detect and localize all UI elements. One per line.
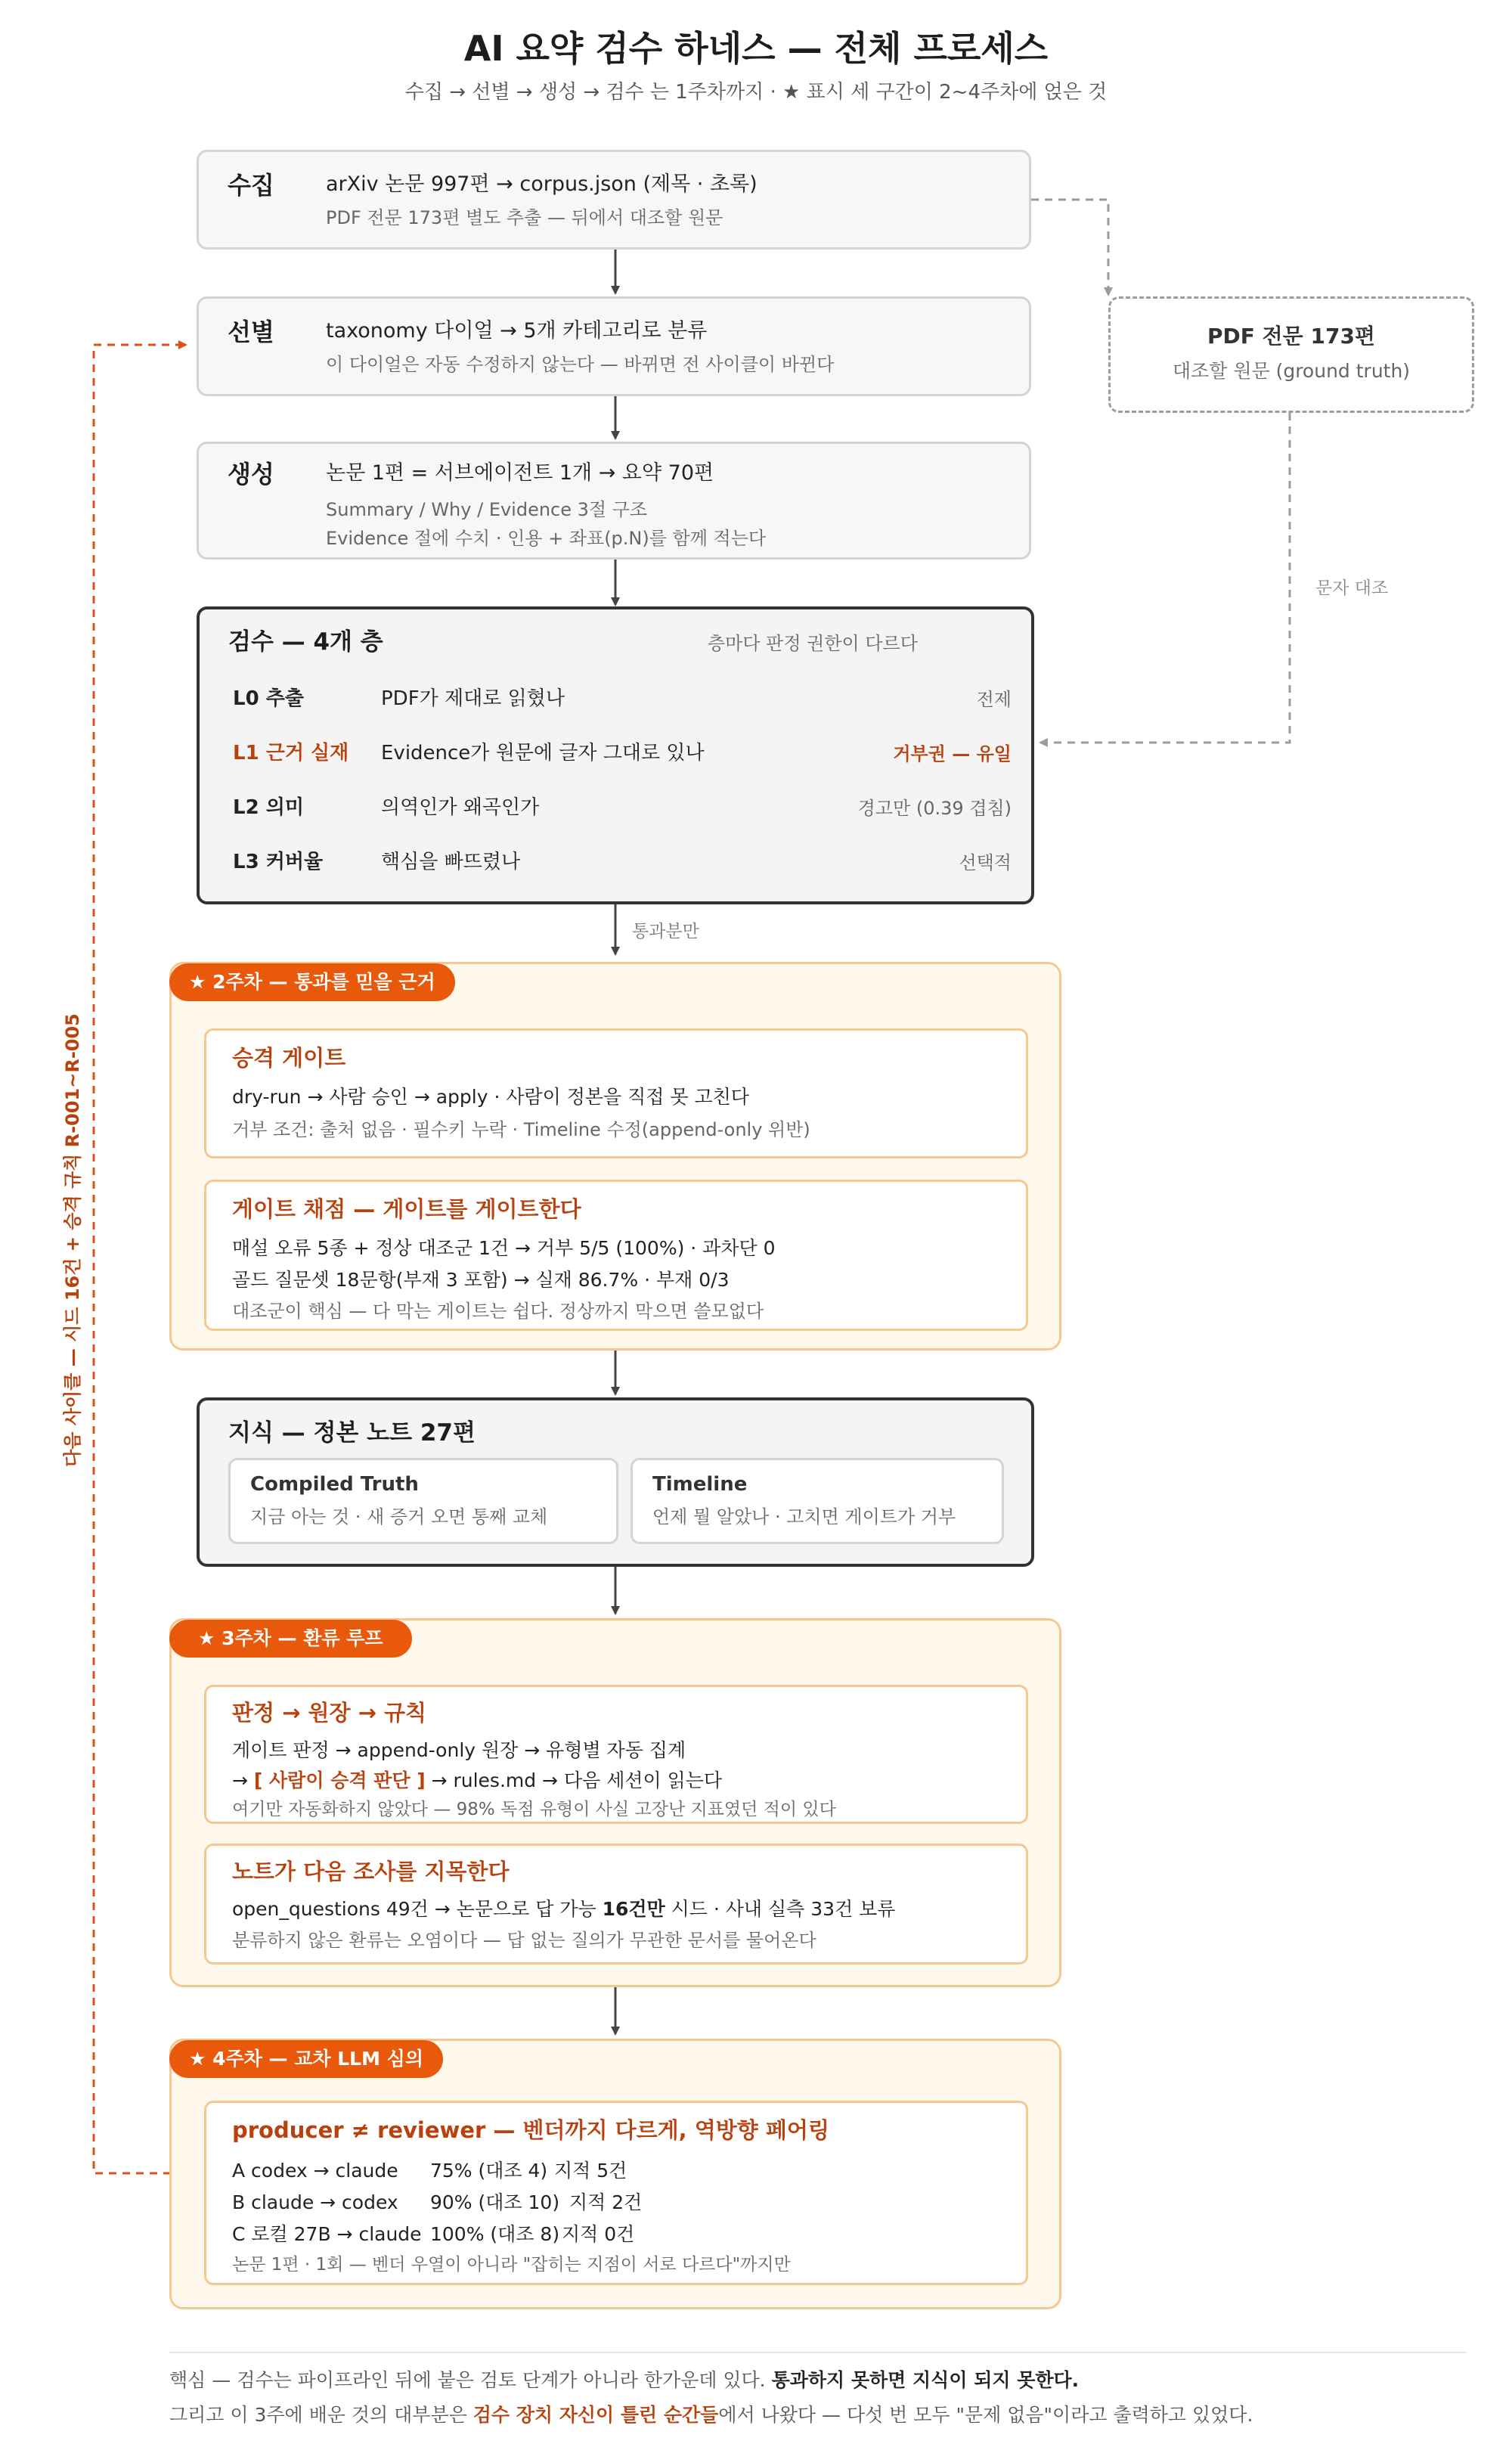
feedback-title: 판정 → 원장 → 규칙 — [232, 1700, 427, 1726]
notes-main-bold: 16건만 — [602, 1898, 665, 1920]
timeline-title: Timeline — [652, 1473, 748, 1496]
layer-l2-name: L2 의미 — [233, 796, 304, 819]
feedback-line-2-pre: → — [232, 1769, 254, 1791]
cross-llm-title: producer ≠ reviewer — 벤더까지 다르게, 역방향 페어링 — [232, 2117, 829, 2143]
select-box — [197, 296, 1031, 396]
generate-box — [197, 442, 1031, 560]
pass-label: 통과분만 — [632, 922, 699, 941]
cycle-label: 다음 사이클 — 시드 16건 + 승격 규칙 R-001~R-005 — [62, 1013, 83, 1467]
layer-l3-desc: 핵심을 빠뜨렸나 — [381, 851, 521, 873]
layer-l1-right: 거부권 — 유일 — [893, 743, 1012, 764]
pdf-source-title: PDF 전문 173편 — [1207, 324, 1375, 349]
footer-divider — [169, 2352, 1467, 2353]
week3-badge: ★ 3주차 — 환류 루프 — [169, 1620, 412, 1658]
gate-score-sub: 대조군이 핵심 — 다 막는 게이트는 쉽다. 정상까지 막으면 쓸모없다 — [232, 1301, 764, 1322]
footer-line-1-pre: 핵심 — 검수는 파이프라인 뒤에 붙은 검토 단계가 아니라 한가운데 있다. — [169, 2369, 772, 2391]
footer-line-2 — [169, 2403, 1253, 2427]
gate-sub: 거부 조건: 출처 없음 · 필수키 누락 · Timeline 수정(append-only 위반) — [232, 1119, 810, 1140]
gate-score-line-2: 골드 질문셋 18문항(부재 3 포함) → 실재 86.7% · 부재 0/3 — [232, 1269, 730, 1291]
cross-llm-box — [204, 2101, 1028, 2285]
pair-c-score: 100% (대조 8) — [430, 2223, 560, 2245]
generate-sub-2: Evidence 절에 수치 · 인용 + 좌표(p.N)를 함께 적는다 — [326, 528, 767, 549]
pair-a-name: A codex → claude — [232, 2160, 398, 2182]
collect-main: arXiv 논문 997편 → corpus.json (제목 · 초록) — [326, 172, 758, 196]
feedback-box — [204, 1685, 1028, 1824]
review-box — [197, 606, 1034, 904]
review-note: 층마다 판정 권한이 다르다 — [708, 633, 918, 654]
notes-main — [232, 1897, 895, 1921]
pair-a-notes: 지적 5건 — [554, 2160, 627, 2182]
layer-l0-right: 전제 — [976, 689, 1012, 710]
gate-box — [204, 1028, 1028, 1158]
layer-l0-name: L0 추출 — [233, 687, 304, 710]
layer-l3-right: 선택적 — [959, 852, 1012, 873]
layer-l3-name: L3 커버율 — [233, 851, 324, 873]
layer-l2-desc: 의역인가 왜곡인가 — [381, 796, 540, 819]
arrow-collect-pdf — [1031, 200, 1108, 295]
review-title: 검수 — 4개 층 — [228, 628, 383, 656]
notes-main-pre: open_questions 49건 → 논문으로 답 가능 — [232, 1898, 603, 1920]
generate-sub-1: Summary / Why / Evidence 3절 구조 — [326, 499, 648, 520]
knowledge-box — [197, 1397, 1034, 1567]
layer-l1-desc: Evidence가 원문에 글자 그대로 있나 — [381, 742, 705, 764]
footer-line-2-post: 에서 나왔다 — 다섯 번 모두 "문제 없음"이라고 출력하고 있었다. — [718, 2404, 1253, 2426]
pair-c-notes: 지적 0건 — [562, 2223, 635, 2245]
human-approval-highlight: [ 사람이 승격 판단 ] — [253, 1769, 426, 1791]
generate-label: 생성 — [228, 460, 274, 488]
layer-l1-name: L1 근거 실재 — [233, 742, 349, 764]
select-sub: 이 다이얼은 자동 수정하지 않는다 — 바뀌면 전 사이클이 바뀐다 — [326, 354, 835, 375]
footer-line-1-bold: 통과하지 못하면 지식이 되지 못한다. — [771, 2369, 1080, 2391]
pdf-source-box — [1108, 296, 1474, 413]
gate-main: dry-run → 사람 승인 → apply · 사람이 정본을 직접 못 고친다 — [232, 1086, 749, 1108]
cross-llm-sub: 논문 1편 · 1회 — 벤더 우열이 아니라 "잡히는 지점이 서로 다르다"까지만 — [232, 2255, 791, 2275]
feedback-line-2 — [232, 1769, 722, 1792]
footer-line-2-red: 검수 장치 자신이 틀린 순간들 — [472, 2404, 719, 2426]
gate-score-title: 게이트 채점 — 게이트를 게이트한다 — [232, 1196, 581, 1222]
collect-sub: PDF 전문 173편 별도 추출 — 뒤에서 대조할 원문 — [326, 207, 723, 228]
feedback-sub: 여기만 자동화하지 않았다 — 98% 독점 유형이 사실 고장난 지표였던 적이 있다 — [232, 1800, 836, 1819]
layer-l2-right: 경고만 (0.39 겹침) — [857, 798, 1012, 819]
feedback-line-1: 게이트 판정 → append-only 원장 → 유형별 자동 집계 — [232, 1739, 686, 1761]
pdf-source-sub: 대조할 원문 (ground truth) — [1172, 360, 1411, 382]
select-main: taxonomy 다이얼 → 5개 카테고리로 분류 — [326, 319, 708, 343]
footer-line-2-pre: 그리고 이 3주에 배운 것의 대부분은 — [169, 2404, 473, 2426]
notes-sub: 분류하지 않은 환류는 오염이다 — 답 없는 질의가 무관한 문서를 물어온다 — [232, 1930, 816, 1951]
compiled-truth-sub: 지금 아는 것 · 새 증거 오면 통째 교체 — [250, 1506, 548, 1527]
gate-score-box — [204, 1180, 1028, 1331]
compiled-truth-title: Compiled Truth — [250, 1473, 419, 1496]
pair-c-name: C 로컬 27B → claude — [232, 2223, 422, 2245]
timeline-sub: 언제 뭘 알았나 · 고치면 게이트가 거부 — [652, 1506, 956, 1527]
week4-badge: ★ 4주차 — 교차 LLM 심의 — [169, 2040, 443, 2078]
week2-badge: ★ 2주차 — 통과를 믿을 근거 — [169, 963, 455, 1001]
timeline-box — [631, 1458, 1004, 1544]
pair-b-notes: 지적 2건 — [569, 2191, 643, 2213]
feedback-line-2-post: → rules.md → 다음 세션이 읽는다 — [425, 1769, 723, 1791]
pair-a-score: 75% (대조 4) — [430, 2160, 548, 2182]
gate-score-line-1: 매설 오류 5종 + 정상 대조군 1건 → 거부 5/5 (100%) · 과차단 0 — [232, 1237, 776, 1259]
footer-line-1 — [169, 2368, 1079, 2392]
collect-box — [197, 150, 1031, 250]
notes-box — [204, 1844, 1028, 1965]
gate-title: 승격 게이트 — [232, 1045, 346, 1071]
collect-label: 수집 — [228, 171, 274, 200]
compiled-truth-box — [228, 1458, 618, 1544]
pair-b-score: 90% (대조 10) — [430, 2191, 560, 2213]
knowledge-title: 지식 — 정본 노트 27편 — [228, 1419, 476, 1447]
compare-label: 문자 대조 — [1315, 578, 1389, 598]
page-subtitle: 수집 → 선별 → 생성 → 검수 는 1주차까지 · ★ 표시 세 구간이 2~4주차에 얹은 것 — [404, 81, 1108, 104]
notes-title: 노트가 다음 조사를 지목한다 — [232, 1859, 510, 1884]
layer-l0-desc: PDF가 제대로 읽혔나 — [381, 687, 565, 710]
pair-b-name: B claude → codex — [232, 2191, 398, 2213]
select-label: 선별 — [228, 318, 274, 346]
notes-main-post: 시드 · 사내 실측 33건 보류 — [665, 1898, 896, 1920]
generate-main: 논문 1편 = 서브에이전트 1개 → 요약 70편 — [326, 461, 714, 485]
page-title: AI 요약 검수 하네스 — 전체 프로세스 — [463, 28, 1049, 69]
arrow-pdf-review — [1040, 413, 1290, 743]
